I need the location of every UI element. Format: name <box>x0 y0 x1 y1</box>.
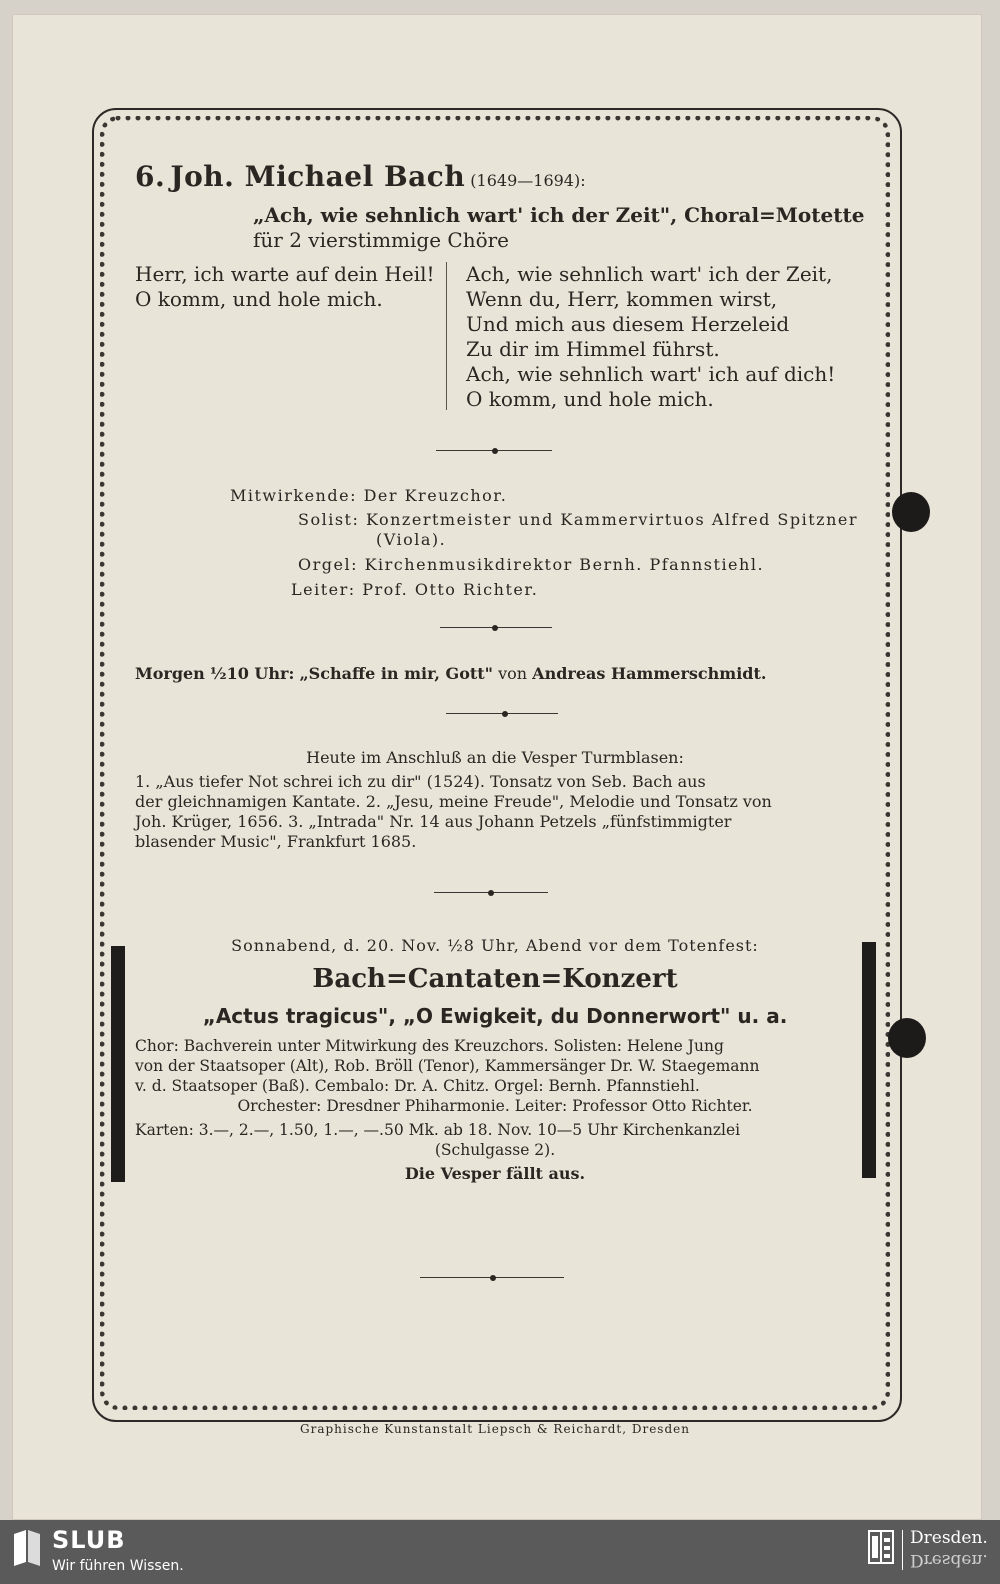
ornament-divider <box>434 888 548 898</box>
poem-line: Und mich aus diesem Herzeleid <box>466 312 790 336</box>
slub-logo-icon <box>12 1528 42 1568</box>
tower-heading: Heute im Anschluß an die Vesper Turmblasen: <box>306 748 684 767</box>
credit-leiter: Leiter: Prof. Otto Richter. <box>291 580 539 599</box>
footer-divider <box>902 1530 903 1570</box>
library-footer <box>0 1520 1000 1584</box>
concert-title: Bach=Cantaten=Konzert <box>312 964 678 994</box>
concert-works: „Actus tragicus", „O Ewigkeit, du Donnerwort" u. a. <box>202 1004 788 1028</box>
poem-divider <box>446 262 447 410</box>
morning-announcement: Morgen ½10 Uhr: „Schaffe in mir, Gott" von Andreas Hammerschmidt. <box>135 664 767 683</box>
vesper-note: Die Vesper fällt aus. <box>404 1164 586 1183</box>
poem-line: O komm, und hole mich. <box>135 287 383 311</box>
poem-line: Herr, ich warte auf dein Heil! <box>135 262 435 286</box>
section-number: 6. <box>135 160 166 193</box>
concert-tickets: Karten: 3.—, 2.—, 1.50, 1.—, —.50 Mk. ab 18. Nov. 10—5 Uhr Kirchenkanzlei (Schulgasse 2). <box>135 1121 741 1159</box>
concert-details: Chor: Bachverein unter Mitwirkung des Kreuzchors. Solisten: Helene Jung von der Staatsoper (Alt), Rob. Bröll (Tenor), Kammersänger Dr. W. Staegemann v. d. Staatsoper (Baß). Cembalo: Dr. A. Chitz. Orgel: Bernh. Pfannstiehl. Orchester: Dresdner Phiharmonie. Leiter: Professor Otto Richter. <box>135 1037 760 1115</box>
ornament-divider <box>436 446 552 456</box>
poem-line: Ach, wie sehnlich wart' ich der Zeit, <box>466 262 833 286</box>
credit-solist-instrument: (Viola). <box>376 530 447 549</box>
poem-line: Ach, wie sehnlich wart' ich auf dich! <box>466 362 836 386</box>
ornament-divider <box>440 623 552 633</box>
work-title: „Ach, wie sehnlich wart' ich der Zeit", Choral=Motette <box>253 203 865 227</box>
poem-line: Zu dir im Himmel führst. <box>466 337 720 361</box>
tower-program: 1. „Aus tiefer Not schrei ich zu dir" (1524). Tonsatz von Seb. Bach aus der gleichnamigen Kantate. 2. „Jesu, meine Freude", Melodie und Tonsatz von Joh. Krüger, 1656. 3. „Intrada" Nr. 14 aus Johann Petzels „fünfstimmigter blasender Music", Frankfurt 1685. <box>135 772 772 851</box>
ornament-divider <box>446 709 558 719</box>
ornament-divider <box>420 1273 564 1283</box>
work-subtitle: für 2 vierstimmige Chöre <box>253 228 510 252</box>
composer-name: Joh. Michael Bach <box>170 160 466 193</box>
poem-line: Wenn du, Herr, kommen wirst, <box>466 287 778 311</box>
credit-solist: Solist: Konzertmeister und Kammervirtuos Alfred Spitzner <box>298 510 858 529</box>
punch-hole <box>888 1018 926 1058</box>
poem-right <box>466 262 835 412</box>
concert-date: Sonnabend, d. 20. Nov. ½8 Uhr, Abend vor dem Totenfest: <box>231 936 759 955</box>
slub-tagline: Wir führen Wissen. <box>52 1558 184 1574</box>
section-heading <box>135 160 586 193</box>
dresden-crest-icon <box>868 1530 894 1564</box>
side-bar-left <box>111 946 125 1182</box>
credit-orgel: Orgel: Kirchenmusikdirektor Bernh. Pfannstiehl. <box>298 555 765 574</box>
credit-mitwirkende: Mitwirkende: Der Kreuzchor. <box>230 486 508 505</box>
printer-credit: Graphische Kunstanstalt Liepsch & Reichardt, Dresden <box>300 1422 690 1436</box>
poem-line: O komm, und hole mich. <box>466 387 714 411</box>
composer-years: (1649—1694): <box>470 171 586 190</box>
punch-hole <box>892 492 930 532</box>
dresden-wordmark-reflection: Dresden. <box>910 1550 988 1570</box>
dresden-wordmark: Dresden. <box>910 1528 988 1548</box>
side-bar-right <box>862 942 876 1178</box>
slub-brand: SLUB <box>52 1526 126 1554</box>
poem-left <box>135 262 435 312</box>
